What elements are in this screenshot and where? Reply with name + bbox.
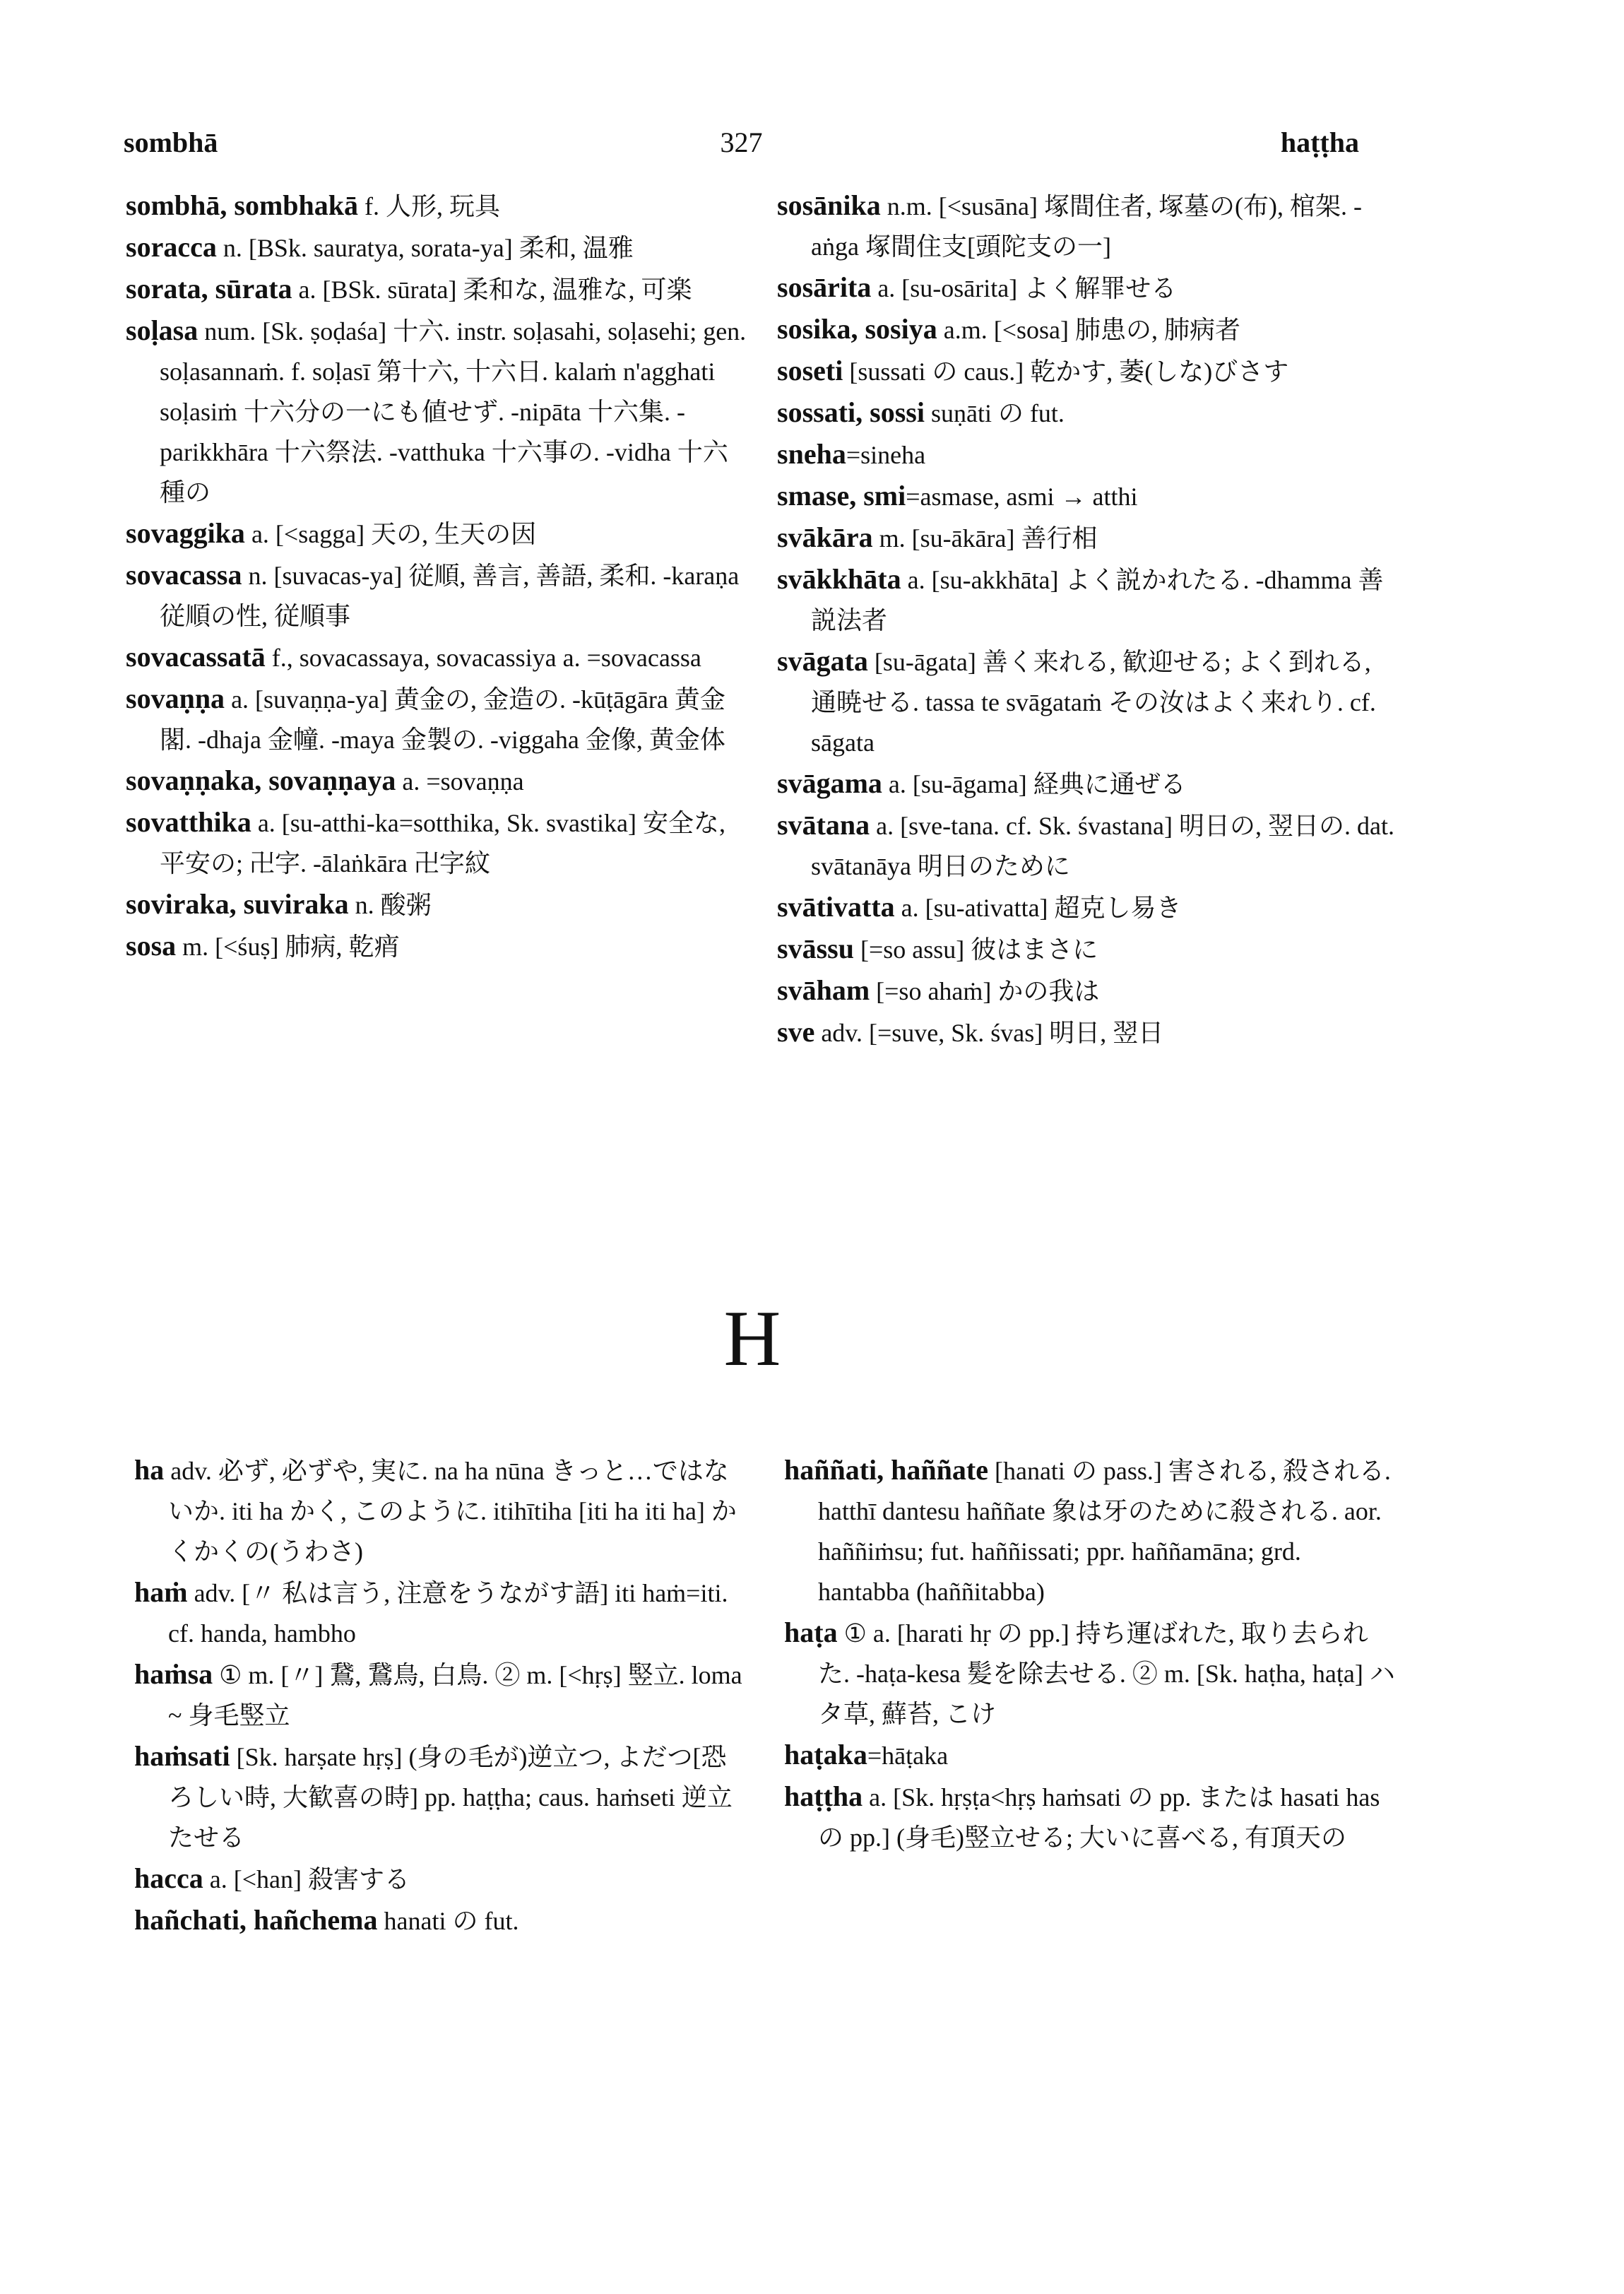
- headword: haññati, haññate: [784, 1454, 988, 1486]
- definition: suṇāti の fut.: [924, 399, 1065, 427]
- headword: haṁsa: [134, 1658, 213, 1690]
- headword: svāgama: [777, 767, 882, 799]
- definition: =asmase, asmi → atthi: [906, 483, 1138, 511]
- headword: sombhā, sombhakā: [126, 189, 359, 221]
- headword: sneha: [777, 438, 846, 470]
- definition: a. [su-atthi-ka=sotthika, Sk. svastika] 安全な, 平安の; 卍字. -ālaṅkāra 卍字紋: [160, 809, 726, 877]
- headword: sovaṇṇaka, sovaṇṇaya: [126, 764, 396, 796]
- entry: [784, 1734, 1399, 1776]
- headword: haṁsati: [134, 1740, 230, 1772]
- entry: [126, 310, 747, 513]
- definition: m. [<śuṣ] 肺病, 乾痟: [176, 933, 400, 961]
- headword: sosa: [126, 930, 177, 962]
- definition: a. [su-āgama] 経典に通ぜる: [882, 770, 1186, 798]
- headword: sve: [777, 1016, 815, 1048]
- headword: haṭṭha: [784, 1780, 863, 1812]
- entry: [777, 1012, 1399, 1053]
- entry: [126, 227, 747, 268]
- entry: [134, 1654, 749, 1736]
- definition: [su-āgata] 善く来れる, 歓迎せる; よく到れる, 通暁せる. tassa te svāgataṁ その汝はよく来れり. cf. sāgata: [811, 648, 1376, 757]
- entry: [777, 928, 1399, 970]
- entry: [777, 267, 1399, 309]
- definition: [=so assu] 彼はまさに: [853, 935, 1098, 964]
- definition: a. [<han] 殺害する: [203, 1865, 410, 1893]
- definition: m. [su-ākāra] 善行相: [872, 524, 1098, 552]
- definition: ① m. [〃] 鵞, 鵞鳥, 白鳥. ② m. [<hṛṣ] 竪立. loma ~ 身毛竪立: [168, 1661, 742, 1730]
- entry: [777, 559, 1399, 641]
- headword: svāgata: [777, 645, 868, 677]
- definition: a. [su-ativatta] 超克し易き: [894, 894, 1182, 922]
- definition: a.m. [<sosa] 肺患の, 肺病者: [937, 316, 1241, 344]
- definition: adv. [〃 私は言う, 注意をうながす語] iti haṁ=iti. cf. handa, hambho: [168, 1579, 728, 1648]
- column-top-right: [777, 185, 1399, 1053]
- definition: a. [suvaṇṇa-ya] 黄金の, 金造の. -kūṭāgāra 黄金閣. -dhaja 金幢. -maya 金製の. -viggaha 金像, 黄金体: [160, 685, 725, 754]
- definition: n. 酸粥: [348, 891, 432, 919]
- entry: [126, 637, 747, 678]
- headword: soseti: [777, 355, 843, 386]
- entry: [126, 802, 747, 884]
- headword: sossati, sossi: [777, 396, 925, 428]
- definition: a. [<sagga] 天の, 生天の因: [244, 520, 537, 548]
- page-number: 327: [720, 126, 763, 158]
- headword: haṭaka: [784, 1739, 867, 1770]
- headword: smase, smi: [777, 480, 906, 512]
- entry: [134, 1572, 749, 1654]
- column-bottom-left: [134, 1450, 749, 1941]
- entry: [777, 185, 1399, 267]
- header-first-headword: sombhā: [124, 126, 218, 158]
- definition: f., sovacassaya, sovacassiya a. =sovacassa: [265, 644, 701, 672]
- definition: [sussati の caus.] 乾かす, 萎(しな)びさす: [843, 357, 1289, 386]
- running-head: [124, 126, 1359, 168]
- headword: svātana: [777, 809, 870, 841]
- headword: soracca: [126, 231, 217, 263]
- definition: n. [suvacas-ya] 従順, 善言, 善語, 柔和. -karaṇa 従順の性, 従順事: [160, 562, 740, 630]
- definition: num. [Sk. ṣoḍaśa] 十六. instr. soḷasahi, soḷasehi; gen. soḷasannaṁ. f. soḷasī 第十六, 十六日. kalaṁ n'agghati soḷasiṁ 十六分の一にも値せず. -nipāta 十六集. -parikkhāra 十六祭法. -vatthuka 十六事の. -vidha 十六種の: [160, 317, 747, 507]
- entry: [777, 434, 1399, 475]
- definition: =sineha: [846, 441, 926, 469]
- definition: a. [su-akkhāta] よく説かれたる. -dhamma 善説法者: [811, 566, 1384, 634]
- entry: [126, 185, 747, 227]
- headword: soḷasa: [126, 314, 198, 346]
- entry: [777, 517, 1399, 559]
- entry: [134, 1900, 749, 1941]
- entry: [134, 1858, 749, 1900]
- headword: sovaggika: [126, 517, 245, 549]
- section-letter-heading: H: [723, 1295, 781, 1383]
- headword: hacca: [134, 1862, 203, 1894]
- entry: [126, 678, 747, 760]
- headword: sosika, sosiya: [777, 313, 937, 345]
- entry: [126, 760, 747, 802]
- headword: svākkhāta: [777, 563, 901, 595]
- entry: [126, 926, 747, 967]
- entry: [777, 475, 1399, 517]
- definition: ① a. [harati hṛ の pp.] 持ち運ばれた, 取り去られた. -haṭa-kesa 髪を除去せる. ② m. [Sk. haṭha, haṭa] ハタ草, 蘚苔, こけ: [818, 1619, 1395, 1728]
- definition: a. [BSk. sūrata] 柔和な, 温雅な, 可楽: [292, 276, 692, 304]
- definition: adv. 必ず, 必ずや, 実に. na ha nūna きっと…ではないか. iti ha かく, このように. itihītiha [iti ha iti ha] かくかくの(うわさ): [164, 1457, 737, 1566]
- definition: [hanati の pass.] 害される, 殺される. hatthī dantesu haññate 象は牙のために殺される. aor. haññiṁsu; fut. haññissati; ppr. haññamāna; grd. hantabba (haññitabba): [818, 1457, 1391, 1606]
- column-top-left: [126, 185, 747, 967]
- definition: n. [BSk. sauratya, sorata-ya] 柔和, 温雅: [216, 234, 634, 262]
- headword: ha: [134, 1454, 165, 1486]
- entry: [126, 884, 747, 926]
- definition: adv. [=suve, Sk. śvas] 明日, 翌日: [814, 1019, 1164, 1047]
- headword: sovacassatā: [126, 641, 266, 673]
- headword: soviraka, suviraka: [126, 888, 349, 920]
- headword: svākāra: [777, 521, 873, 553]
- column-bottom-right: [784, 1450, 1399, 1858]
- entry: [777, 805, 1399, 887]
- entry: [777, 641, 1399, 763]
- definition: a. =sovaṇṇa: [396, 767, 524, 796]
- headword: sosānika: [777, 189, 881, 221]
- headword: svāham: [777, 974, 870, 1006]
- headword: sorata, sūrata: [126, 273, 292, 305]
- entry: [126, 555, 747, 637]
- entry: [777, 763, 1399, 805]
- definition: [Sk. harṣate hṛṣ] (身の毛が)逆立つ, よだつ[恐ろしい時, 大歓喜の時] pp. haṭṭha; caus. haṁseti 逆立たせる: [168, 1743, 733, 1852]
- definition: a. [sve-tana. cf. Sk. śvastana] 明日の, 翌日の. dat. svātanāya 明日のために: [811, 812, 1394, 880]
- headword: sovaṇṇa: [126, 682, 225, 714]
- definition: f. 人形, 玩具: [358, 192, 501, 220]
- entry: [134, 1450, 749, 1572]
- entry: [134, 1736, 749, 1858]
- entry: [777, 887, 1399, 928]
- headword: haṁ: [134, 1576, 188, 1608]
- definition: a. [Sk. hṛṣṭa<hṛṣ haṁsati の pp. または hasati has の pp.] (身毛)竪立せる; 大いに喜べる, 有頂天の: [818, 1783, 1380, 1852]
- entry: [777, 309, 1399, 350]
- definition: a. [su-osārita] よく解罪せる: [871, 274, 1177, 302]
- entry: [784, 1776, 1399, 1858]
- definition: [=so ahaṁ] かの我は: [870, 977, 1100, 1005]
- entry: [777, 350, 1399, 392]
- definition: n.m. [<susāna] 塚間住者, 塚墓の(布), 棺架. -aṅga 塚間住支[頭陀支の一]: [811, 192, 1362, 261]
- headword: svātivatta: [777, 891, 895, 923]
- definition: hanati の fut.: [377, 1907, 519, 1935]
- headword: hañchati, hañchema: [134, 1904, 378, 1936]
- headword: sovacassa: [126, 559, 242, 591]
- header-last-headword: haṭṭha: [1280, 126, 1359, 158]
- headword: svāssu: [777, 933, 854, 964]
- entry: [126, 268, 747, 310]
- entry: [126, 513, 747, 555]
- headword: sosārita: [777, 271, 872, 303]
- entry: [784, 1612, 1399, 1734]
- headword: sovatthika: [126, 806, 251, 838]
- entry: [777, 970, 1399, 1012]
- entry: [784, 1450, 1399, 1612]
- entry: [777, 392, 1399, 434]
- definition: =hāṭaka: [867, 1742, 949, 1770]
- headword: haṭa: [784, 1616, 838, 1648]
